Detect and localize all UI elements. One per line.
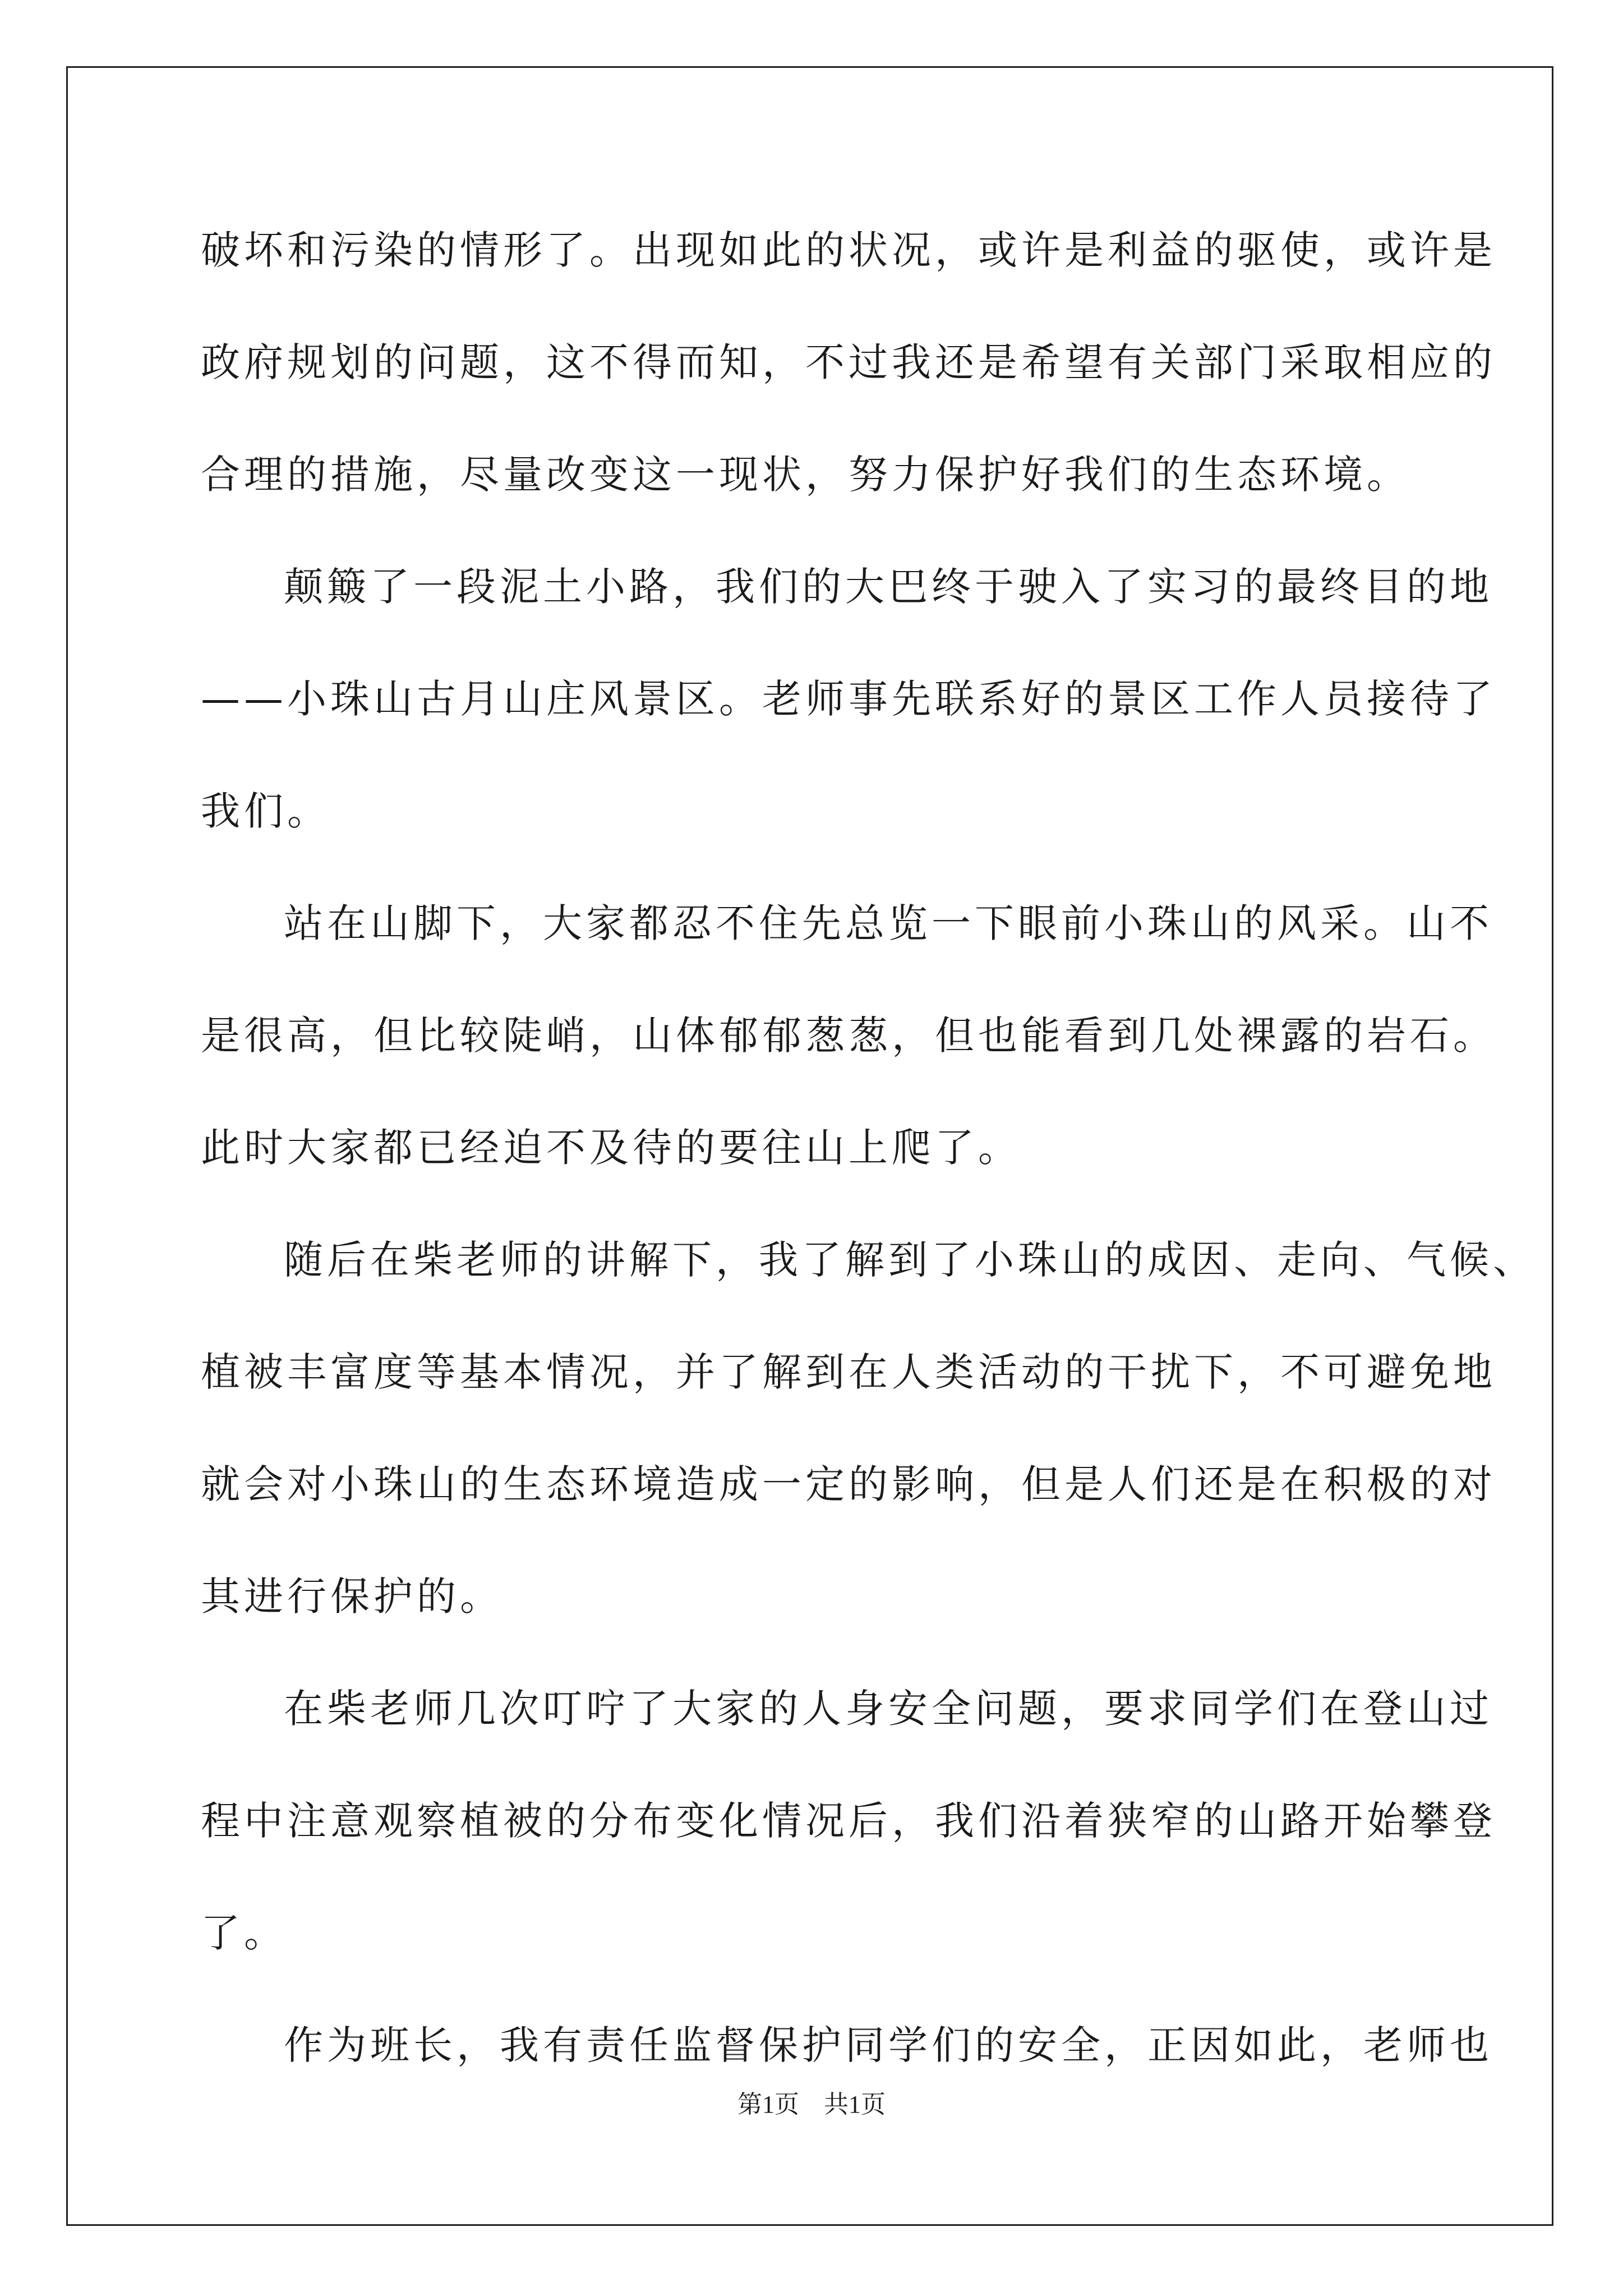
page-number-current: 第1页 (737, 2091, 799, 2118)
text-line: 我们。 (201, 788, 330, 834)
page-number-total: 共1页 (824, 2091, 886, 2118)
paragraph-start-line: 作为班长，我有责任监督保护同学们的安全，正因如此，老师也 (284, 2022, 1493, 2068)
text-line: 其进行保护的。 (201, 1573, 503, 1619)
text-line: 了。 (201, 1910, 287, 1956)
text-line: 程中注意观察植被的分布变化情况后，我们沿着狭窄的山路开始攀登 (201, 1798, 1496, 1844)
text-line: 是很高，但比较陡峭，山体郁郁葱葱，但也能看到几处裸露的岩石。 (201, 1013, 1496, 1059)
text-line: 植被丰富度等基本情况，并了解到在人类活动的干扰下，不可避免地 (201, 1349, 1496, 1395)
paragraph-start-line: 随后在柴老师的讲解下，我了解到了小珠山的成因、走向、气候、 (284, 1237, 1536, 1283)
text-line: 此时大家都已经迫不及待的要往山上爬了。 (201, 1125, 1021, 1171)
document-body (201, 213, 1536, 2120)
paragraph-start-line: 在柴老师几次叮咛了大家的人身安全问题，要求同学们在登山过 (284, 1686, 1493, 1732)
text-line: 合理的措施，尽量改变这一现状，努力保护好我们的生态环境。 (201, 452, 1410, 498)
paragraph-start-line: 站在山脚下，大家都忍不住先总览一下眼前小珠山的风采。山不 (284, 900, 1493, 946)
page-footer (0, 2084, 1623, 2120)
text-line: ——小珠山古月山庄风景区。老师事先联系好的景区工作人员接待了 (201, 676, 1496, 722)
text-line: 政府规划的问题，这不得而知，不过我还是希望有关部门采取相应的 (201, 339, 1496, 385)
text-line: 就会对小珠山的生态环境造成一定的影响，但是人们还是在积极的对 (201, 1461, 1496, 1507)
text-line: 破坏和污染的情形了。出现如此的状况，或许是利益的驱使，或许是 (201, 227, 1496, 273)
paragraph-start-line: 颠簸了一段泥土小路，我们的大巴终于驶入了实习的最终目的地 (284, 564, 1493, 610)
